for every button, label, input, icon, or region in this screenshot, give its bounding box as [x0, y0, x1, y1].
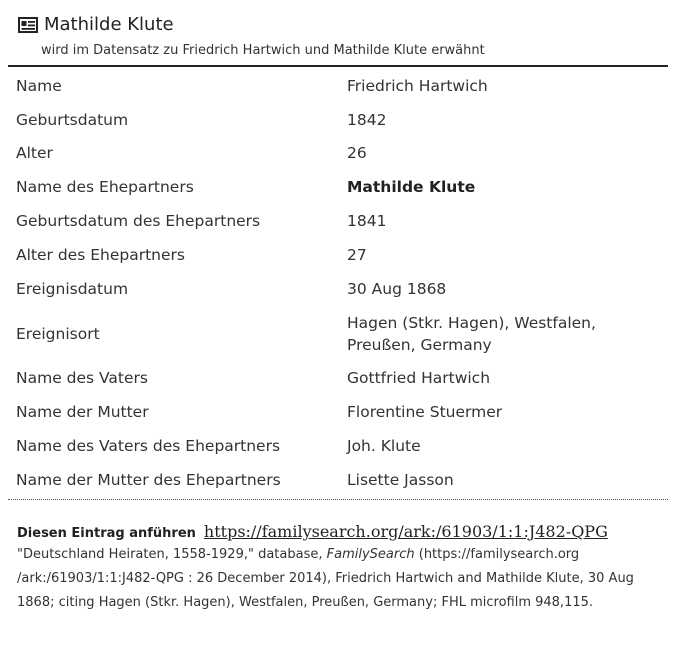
citation-header [17, 522, 667, 541]
spouse-name-value: Mathilde Klute [347, 178, 476, 197]
fact-value: Joh. Klute [347, 437, 421, 456]
fact-row [8, 429, 668, 463]
header-divider [8, 65, 668, 67]
page-subtitle: wird im Datensatz zu Friedrich Hartwich und Mathilde Klute erwähnt [41, 43, 485, 58]
citation-text [17, 543, 667, 615]
record-card-icon [18, 17, 38, 33]
citation-label: Diesen Eintrag anführen [17, 526, 196, 541]
fact-row [8, 238, 668, 272]
fact-label: Ereignisdatum [16, 279, 129, 298]
fact-label: Name des Vaters [16, 369, 148, 388]
citation-text-italic: FamilySearch [326, 547, 415, 562]
title-row [18, 12, 668, 38]
fact-label: Ereignisort [16, 324, 100, 343]
citation-text-after: (https://familysearch.org /ark:/61903/1:1:J482-QPG : 26 December 2014), Friedrich Hartwich and Mathilde Klute, 30 Aug 1868; citing Hagen (Stkr. Hagen), Westfalen, Preußen, Germany; FHL microfilm 948,115. [17, 547, 634, 610]
citation-section [17, 522, 667, 615]
fact-label: Name des Ehepartners [16, 178, 194, 197]
fact-row [8, 204, 668, 238]
fact-value: 27 [347, 245, 367, 264]
fact-label: Alter des Ehepartners [16, 245, 185, 264]
fact-row [8, 395, 668, 429]
facts-table [8, 69, 668, 497]
fact-value: Lisette Jasson [347, 470, 454, 489]
citation-divider [8, 499, 668, 500]
fact-value: 26 [347, 144, 367, 163]
record-header [18, 12, 668, 59]
fact-label: Name der Mutter des Ehepartners [16, 470, 281, 489]
fact-value: Florentine Stuermer [347, 403, 503, 422]
fact-row [8, 103, 668, 137]
place-line-2: Preußen, Germany [347, 335, 492, 354]
page-title: Mathilde Klute [44, 14, 174, 35]
fact-value: 1842 [347, 110, 387, 129]
fact-value: 30 Aug 1868 [347, 279, 447, 298]
fact-row [8, 69, 668, 103]
fact-value: Friedrich Hartwich [347, 76, 488, 95]
fact-row [8, 463, 668, 497]
fact-label: Name [16, 76, 62, 95]
fact-row [8, 137, 668, 171]
fact-label: Name des Vaters des Ehepartners [16, 437, 281, 456]
fact-row [8, 306, 668, 362]
fact-row [8, 272, 668, 306]
fact-label: Geburtsdatum [16, 110, 129, 129]
fact-row [8, 170, 668, 204]
citation-link[interactable]: https://familysearch.org/ark:/61903/1:1:J482-QPG [203, 522, 608, 541]
fact-label: Geburtsdatum des Ehepartners [16, 212, 261, 231]
fact-value: 1841 [347, 212, 387, 231]
fact-label: Alter [16, 144, 53, 163]
fact-row [8, 362, 668, 396]
fact-label: Name der Mutter [16, 403, 149, 422]
fact-value: Gottfried Hartwich [347, 369, 491, 388]
fact-value [347, 306, 668, 362]
citation-text-before: "Deutschland Heiraten, 1558-1929," database, [17, 547, 327, 562]
place-line-1: Hagen (Stkr. Hagen), Westfalen, [347, 313, 596, 332]
